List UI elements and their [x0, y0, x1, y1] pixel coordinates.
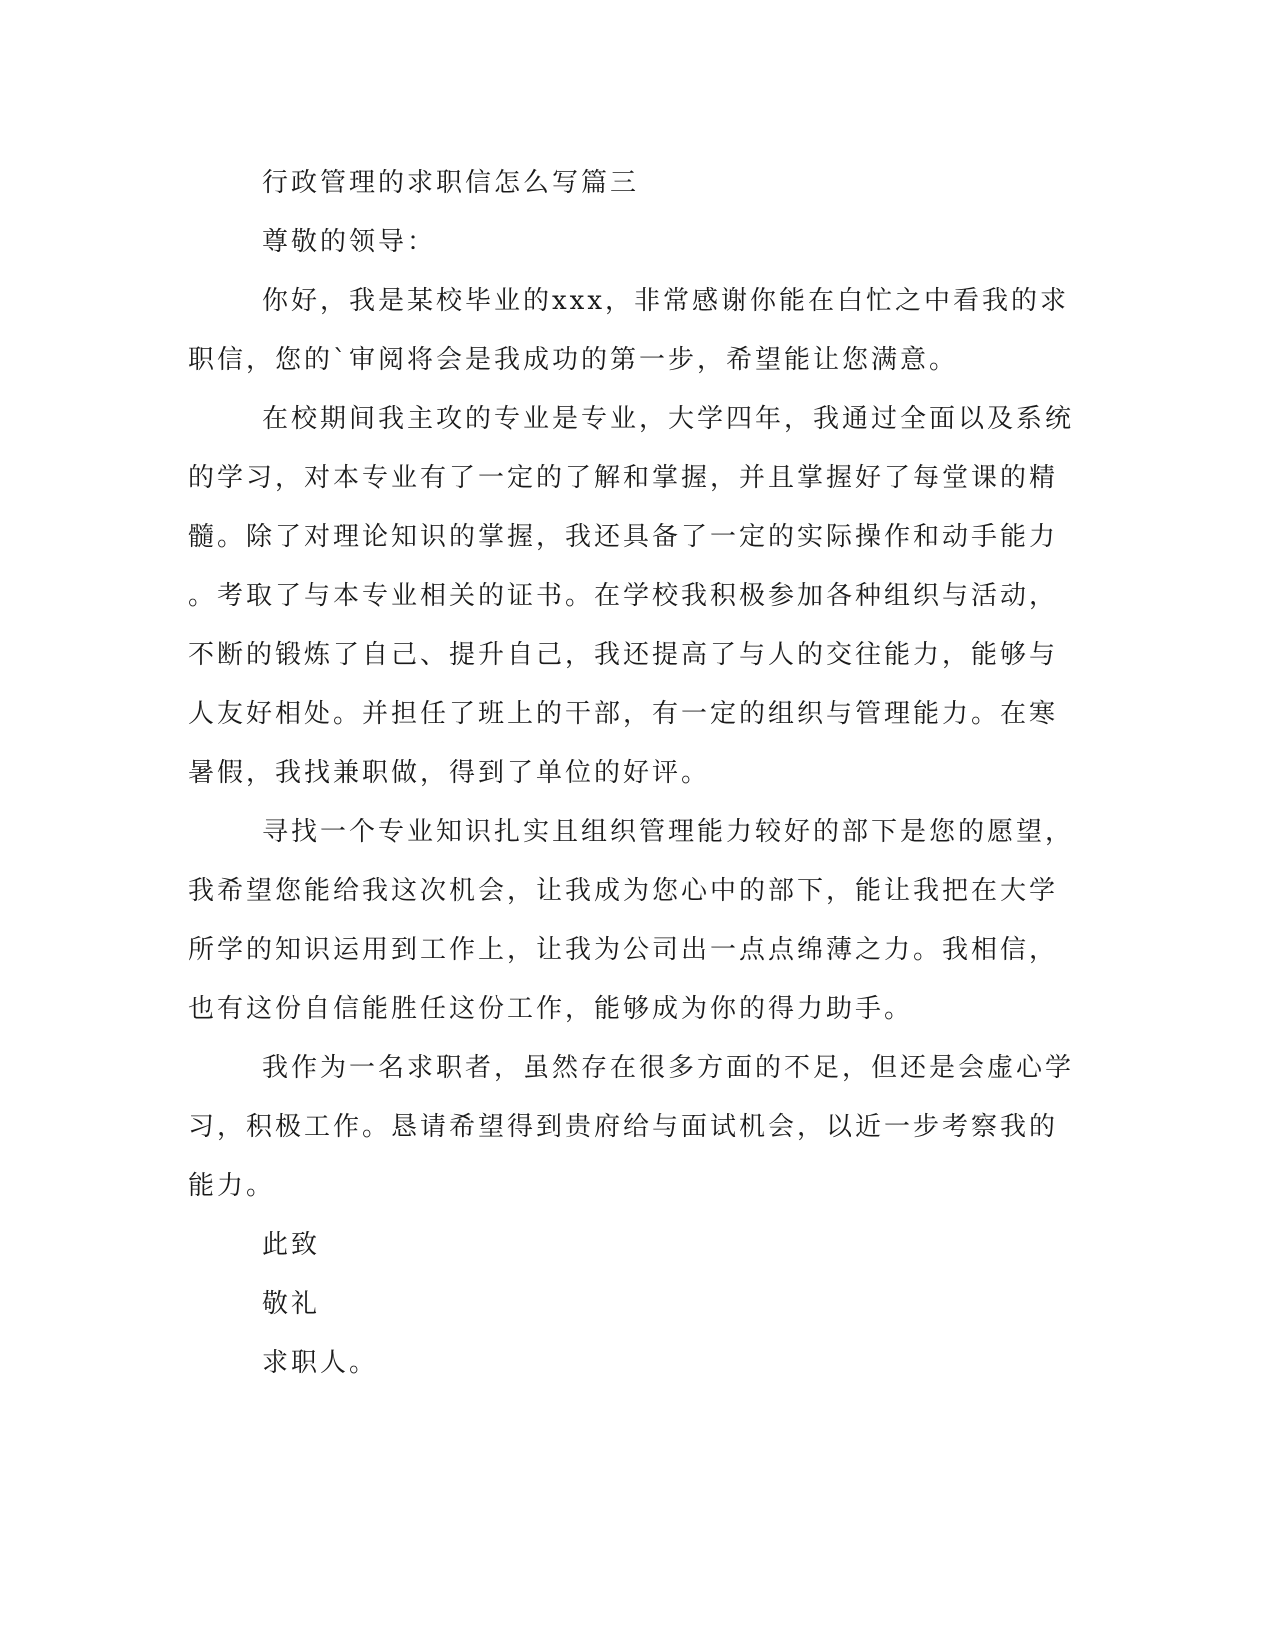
- paragraph-line: 你好，我是某校毕业的xxx，非常感谢你能在白忙之中看我的求: [262, 286, 1069, 316]
- salutation: 尊敬的领导：: [262, 227, 437, 257]
- paragraph-line: 能力。: [188, 1171, 276, 1201]
- paragraph-line: 职信，您的`审阅将会是我成功的第一步，希望能让您满意。: [188, 345, 959, 375]
- paragraph-line: 我作为一名求职者，虽然存在很多方面的不足，但还是会虚心学: [262, 1053, 1075, 1083]
- paragraph-line: 在校期间我主攻的专业是专业，大学四年，我通过全面以及系统: [262, 404, 1075, 434]
- paragraph-line: 也有这份自信能胜任这份工作，能够成为你的得力助手。: [188, 994, 914, 1024]
- paragraph-line: 的学习，对本专业有了一定的了解和掌握，并且掌握好了每堂课的精: [188, 463, 1059, 493]
- paragraph-line: 习，积极工作。恳请希望得到贵府给与面试机会，以近一步考察我的: [188, 1112, 1059, 1142]
- document-title: 行政管理的求职信怎么写篇三: [262, 168, 640, 198]
- paragraph-line: 所学的知识运用到工作上，让我为公司出一点点绵薄之力。我相信，: [188, 935, 1059, 965]
- paragraph-line: 不断的锻炼了自己、提升自己，我还提高了与人的交往能力，能够与: [188, 640, 1059, 670]
- regards: 敬礼: [262, 1289, 321, 1319]
- paragraph-line: 人友好相处。并担任了班上的干部，有一定的组织与管理能力。在寒: [188, 699, 1059, 729]
- paragraph-line: 寻找一个专业知识扎实且组织管理能力较好的部下是您的愿望，: [262, 817, 1075, 847]
- paragraph-line: 。考取了与本专业相关的证书。在学校我积极参加各种组织与活动，: [188, 581, 1059, 611]
- paragraph-line: 我希望您能给我这次机会，让我成为您心中的部下，能让我把在大学: [188, 876, 1059, 906]
- paragraph-line: 暑假，我找兼职做，得到了单位的好评。: [188, 758, 711, 788]
- signature: 求职人。: [262, 1348, 379, 1378]
- paragraph-line: 髓。除了对理论知识的掌握，我还具备了一定的实际操作和动手能力: [188, 522, 1059, 552]
- closing: 此致: [262, 1230, 321, 1260]
